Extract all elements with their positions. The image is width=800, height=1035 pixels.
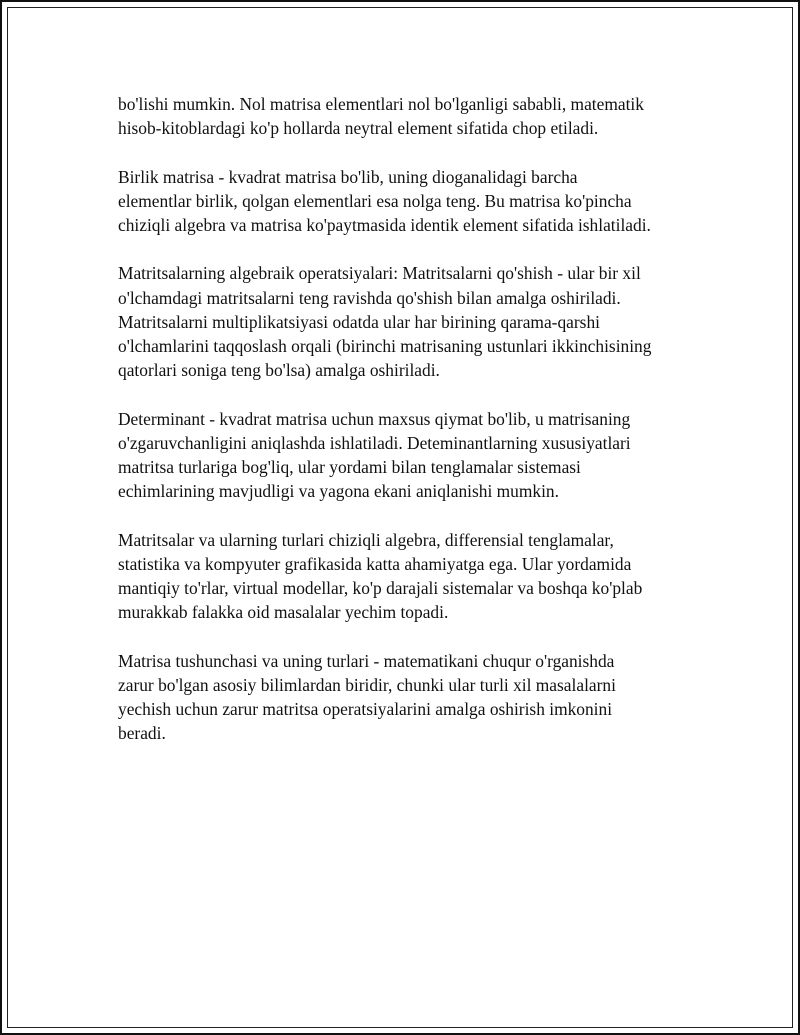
text-line: beradi. xyxy=(118,723,166,744)
text-line: Matrisa tushunchasi va uning turlari - matematikani chuqur o'rganishda xyxy=(118,650,615,671)
text-line: mantiqiy to'rlar, virtual modellar, ko'p darajali sistemalar va boshqa ko'plab xyxy=(118,578,643,598)
text-line: hisob-kitoblardagi ko'p hollarda neytral element sifatida chop etiladi. xyxy=(118,118,599,139)
text-line: bo'lishi mumkin. Nol matrisa elementlari nol bo'lganligi sababli, matematik xyxy=(118,94,644,114)
document-body xyxy=(118,92,698,770)
paragraph-conclusion xyxy=(118,649,698,746)
paragraph-algebraic-operations xyxy=(118,261,698,382)
text-line: yechish uchun zarur matritsa operatsiyalarini amalga oshirish imkonini xyxy=(118,699,613,719)
text-line: o'lchamdagi matritsalarni teng ravishda qo'shish bilan amalga oshiriladi. xyxy=(118,287,621,308)
text-line: Birlik matrisa - kvadrat matrisa bo'lib, uning dioganalidagi barcha xyxy=(118,166,578,187)
text-line: zarur bo'lgan asosiy bilimlardan biridir, chunki ular turli xil masalalarni xyxy=(118,674,616,695)
text-line: qatorlari soniga teng bo'lsa) amalga oshiriladi. xyxy=(118,360,440,381)
text-line: statistika va kompyuter grafikasida katta ahamiyatga ega. Ular yordamida xyxy=(118,553,632,574)
paragraph-applications xyxy=(118,528,698,625)
text-line: Matritsalar va ularning turlari chiziqli algebra, differensial tenglamalar, xyxy=(118,529,614,550)
text-line: o'zgaruvchanligini aniqlashda ishlatiladi. Deteminantlarning xususiyatlari xyxy=(118,432,631,453)
text-line: Matritsalarning algebraik operatsiyalari: Matritsalarni qo'shish - ular bir xil xyxy=(118,263,641,284)
paragraph-identity-matrix xyxy=(118,165,698,238)
text-line: Determinant - kvadrat matrisa uchun maxsus qiymat bo'lib, u matrisaning xyxy=(118,408,631,429)
text-line: chiziqli algebra va matrisa ko'paytmasida identik element sifatida ishlatiladi. xyxy=(118,215,651,235)
text-line: Matritsalarni multiplikatsiyasi odatda ular har birining qarama-qarshi xyxy=(118,311,600,332)
text-line: murakkab falakka oid masalalar yechim topadi. xyxy=(118,602,449,623)
text-line: echimlarining mavjudligi va yagona ekani aniqlanishi mumkin. xyxy=(118,481,559,502)
text-line: o'lchamlarini taqqoslash orqali (birinchi matrisaning ustunlari ikkinchisining xyxy=(118,336,652,356)
text-line: elementlar birlik, qolgan elementlari esa nolga teng. Bu matrisa ko'pincha xyxy=(118,190,632,211)
paragraph-determinant xyxy=(118,407,698,504)
text-line: matritsa turlariga bog'liq, ular yordami bilan tenglamalar sistemasi xyxy=(118,457,581,477)
paragraph-zero-matrix xyxy=(118,92,698,140)
